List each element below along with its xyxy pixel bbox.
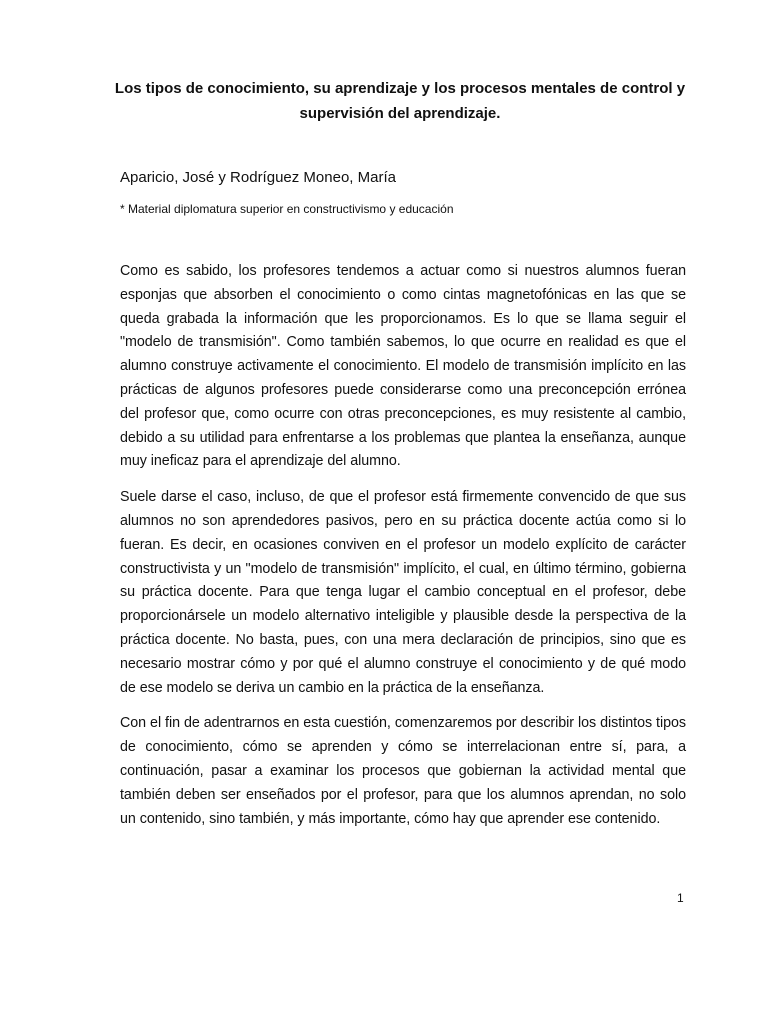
body-paragraph: Como es sabido, los profesores tendemos a actuar como si nuestros alumnos fueran esponjas que absorben el conocimiento o como cintas magnetofónicas en las que se queda grabada la información que les proporcionamos. Es lo que se llama seguir el "modelo de transmisión". Como también sabemos, lo que ocurre en realidad es que el alumno construye activamente el conocimiento. El modelo de transmisión implícito en las prácticas de algunos profesores puede considerarse como una preconcepción errónea del profesor que, como ocurre con otras preconcepciones, es muy resistente al cambio, debido a su utilidad para enfrentarse a los problemas que plantea la enseñanza, aunque muy ineficaz para el aprendizaje del alumno. <box>120 263 686 470</box>
document-body <box>120 260 686 843</box>
body-paragraph: Con el fin de adentrarnos en esta cuestión, comenzaremos por describir los distintos tipos de conocimiento, cómo se aprenden y cómo se interrelacionan entre sí, para, a continuación, pasar a examinar los procesos que gobiernan la actividad mental que también deben ser enseñados por el profesor, para que los alumnos aprendan, no solo un contenido, sino también, y más importante, cómo hay que aprender ese contenido. <box>120 715 686 827</box>
document-authors: Aparicio, José y Rodríguez Moneo, María <box>120 169 396 186</box>
document-note: * Material diplomatura superior en constructivismo y educación <box>120 202 454 216</box>
page-number: 1 <box>677 891 684 905</box>
document-title: Los tipos de conocimiento, su aprendizaje y los procesos mentales de control y supervisión del aprendizaje. <box>114 80 686 122</box>
body-paragraph: Suele darse el caso, incluso, de que el profesor está firmemente convencido de que sus alumnos no son aprendedores pasivos, pero en su práctica docente actúa como si lo fueran. Es decir, en ocasiones conviven en el profesor un modelo explícito de carácter constructivista y un "modelo de transmisión" implícito, el cual, en último término, gobierna su práctica docente. Para que tenga lugar el cambio conceptual en el profesor, debe proporcionársele un modelo alternativo inteligible y plausible desde la perspectiva de la práctica docente. No basta, pues, con una mera declaración de principios, sino que es necesario mostrar cómo y por qué el alumno construye el conocimiento y de qué modo de ese modelo se deriva un cambio en la práctica de la enseñanza. <box>120 489 686 696</box>
